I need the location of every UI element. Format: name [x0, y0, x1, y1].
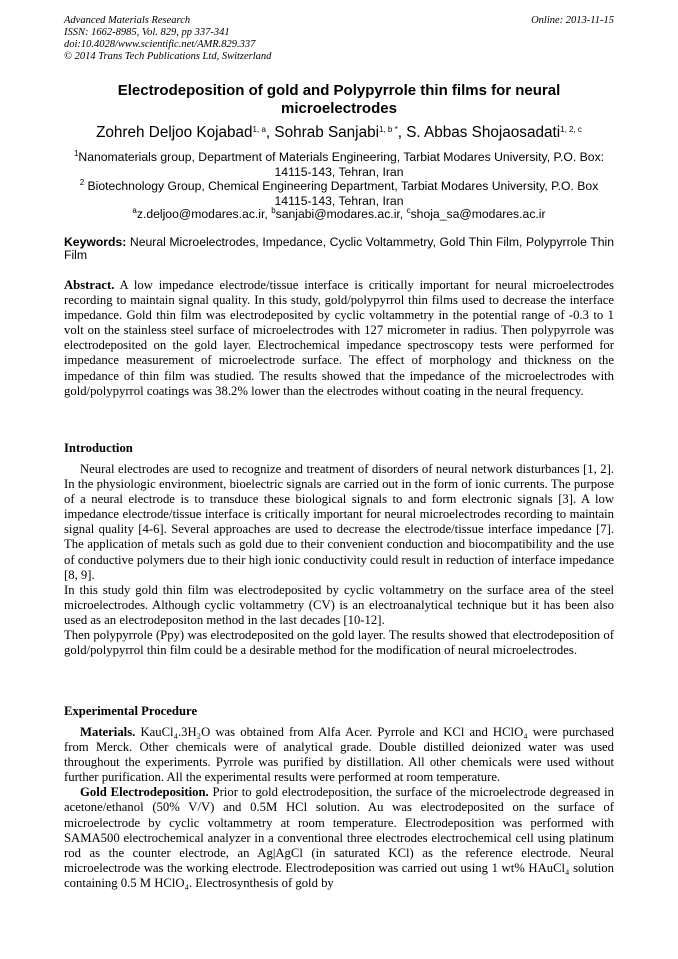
affiliation-text: Biotechnology Group, Chemical Engineering Department, Tarbiat Modares University, P.O. Box 14115-143, Tehran, Iran	[87, 179, 599, 208]
gold-paragraph	[64, 785, 614, 891]
gold-label: Gold Electrodeposition.	[80, 785, 209, 800]
author-list: Zohreh Deljoo Kojabad$^{1, a}$, Sohrab Sanjabi$^{1, b *}$, S. Abbas Shojaosadati$^{1, 2, c}$	[96, 124, 582, 141]
abstract	[64, 278, 614, 399]
paper-title: Electrodeposition of gold and Polypyrrole thin films for neural microelectrodes	[117, 82, 561, 117]
email-mark: c	[406, 206, 411, 215]
paragraph: Then polypyrrole (Ppy) was electrodeposited on the gold layer. The results showed that electrodeposition of gold/polypyrrol thin film could be a desirable method for the modification of neural microelectrodes.	[64, 628, 614, 658]
email-list: $^a$z.deljoo@modares.ac.ir, $^b$sanjabi@modares.ac.ir, $^c$shoja_sa@modares.ac.ir	[132, 206, 546, 221]
introduction-heading: Introduction	[64, 441, 133, 455]
email-link[interactable]: z.deljoo@modares.ac.ir	[136, 207, 265, 221]
paragraph: Neural electrodes are used to recognize and treatment of disorders of neural network disturbances [1, 2]. In the physiologic environment, bioelectric signals are carried out in the form of ionic currents. The purpose of a neural electrode is to transduce these biological signals to and form electronic signals [3]. A low impedance electrode/tissue interface is critically important for neural microelectrodes recording to maintain signal quality [4-6]. Several approaches are used to decrease the electrode/tissue interface impedance [7]. The application of metals such as gold due to their convenient conduction and biocompatibility and the use of conductive polymers due to their high ionic conductivity could result in reduction of interface impedance [8, 9].	[64, 462, 614, 582]
materials-text: KauCl₄.3H₂O was obtained from Alfa Acer. Pyrrole and KCl and HClO₄ were purchased from Merck. Other chemicals were of analytical grade. Double distilled deionized water was used throughout the experiments. Pyrrole was purified by distillation. All other chemicals were used without further purification. All the experimental results were performed at room temperature.	[64, 725, 614, 785]
doi-line: doi:10.4028/www.scientific.net/AMR.829.337	[64, 39, 256, 50]
issn-line: ISSN: 1662-8985, Vol. 829, pp 337-341	[64, 27, 230, 38]
keywords	[64, 236, 614, 263]
affiliation-1	[64, 150, 614, 179]
online-date: Online: 2013-11-15	[531, 15, 614, 26]
affiliation-2	[64, 179, 614, 208]
author-sup: 1, b *	[379, 125, 398, 134]
paragraph: In this study gold thin film was electrodeposited by cyclic voltammetry on the surface area of the steel microelectrodes. Although cyclic voltammetry (CV) is an electroanalytical technique but it has been also used as an electrodepositon method in the last decades [10-12].	[64, 582, 614, 627]
email-link[interactable]: shoja_sa@modares.ac.ir	[410, 207, 546, 221]
journal-header	[64, 15, 271, 63]
journal-name: Advanced Materials Research	[64, 15, 191, 26]
abstract-text: A low impedance electrode/tissue interface is critically important for neural microelectrodes recording to maintain signal quality. In this study, gold/polypyrrol thin films used to decrease the interface impedance. Gold thin film was electrodeposited by cyclic voltammetry in the potential range of -0.3 to 1 volt on the stainless steel surface of microelectrodes with 127 micrometer in radius. Then polypyrrole was electrodeposited on the gold layer. Electrochemical impedance spectroscopy tests were performed for impedance measurement of microelectrode surface. The effect of morphology and thickness on the impedance of thin film was studied. The results showed that the impedance of the microelectrodes with gold/polypyrrol coatings was 38.2% lower than the electrodes without coating in the neural frequency.	[64, 278, 614, 398]
gold-text: Prior to gold electrodeposition, the surface of the microelectrode degreased in acetone/ethanol (50% V/V) and 0.5M HCl solution. Au was electrodeposited on the surface of microelectrode by cyclic voltammetry at room temperature. Electrodeposition was performed with SAMA500 electrochemical analyzer in a conventional three electrodes electrochemical cell using platinum rod as the counter electrode, an Ag|AgCl (in saturated KCl) as the reference electrode. Neural microelectrode was the working electrode. Electrodeposition was carried out using 1 wt% HAuCl₄ solution containing 0.5 M HClO₄. Electrosynthesis of gold by	[64, 785, 614, 890]
materials-paragraph	[64, 725, 614, 785]
materials-label: Materials.	[80, 725, 136, 739]
copyright-line: © 2014 Trans Tech Publications Ltd, Switzerland	[64, 51, 272, 62]
experimental-heading: Experimental Procedure	[64, 704, 198, 718]
affiliation-num: 2	[79, 178, 85, 187]
introduction-body	[64, 462, 614, 658]
keywords-label: Keywords:	[64, 235, 127, 249]
keywords-text: Neural Microelectrodes, Impedance, Cyclic Voltammetry, Gold Thin Film, Polypyrrole Thin Film	[64, 235, 614, 263]
email-mark: b	[271, 206, 276, 215]
affiliation-num: 1	[73, 149, 79, 158]
author-name: Sohrab Sanjabi	[274, 124, 379, 141]
abstract-label: Abstract.	[64, 278, 115, 292]
author-name: Zohreh Deljoo Kojabad	[96, 124, 253, 141]
experimental-body	[64, 725, 614, 891]
affiliation-text: Nanomaterials group, Department of Materials Engineering, Tarbiat Modares University, P.O. Box: 14115-143, Tehran, Iran	[78, 150, 605, 179]
author-sup: 1, 2, c	[560, 125, 582, 134]
author-name: S. Abbas Shojaosadati	[406, 124, 561, 141]
author-sup: 1, a	[252, 125, 266, 134]
email-link[interactable]: sanjabi@modares.ac.ir	[275, 207, 400, 221]
email-mark: a	[132, 206, 137, 215]
